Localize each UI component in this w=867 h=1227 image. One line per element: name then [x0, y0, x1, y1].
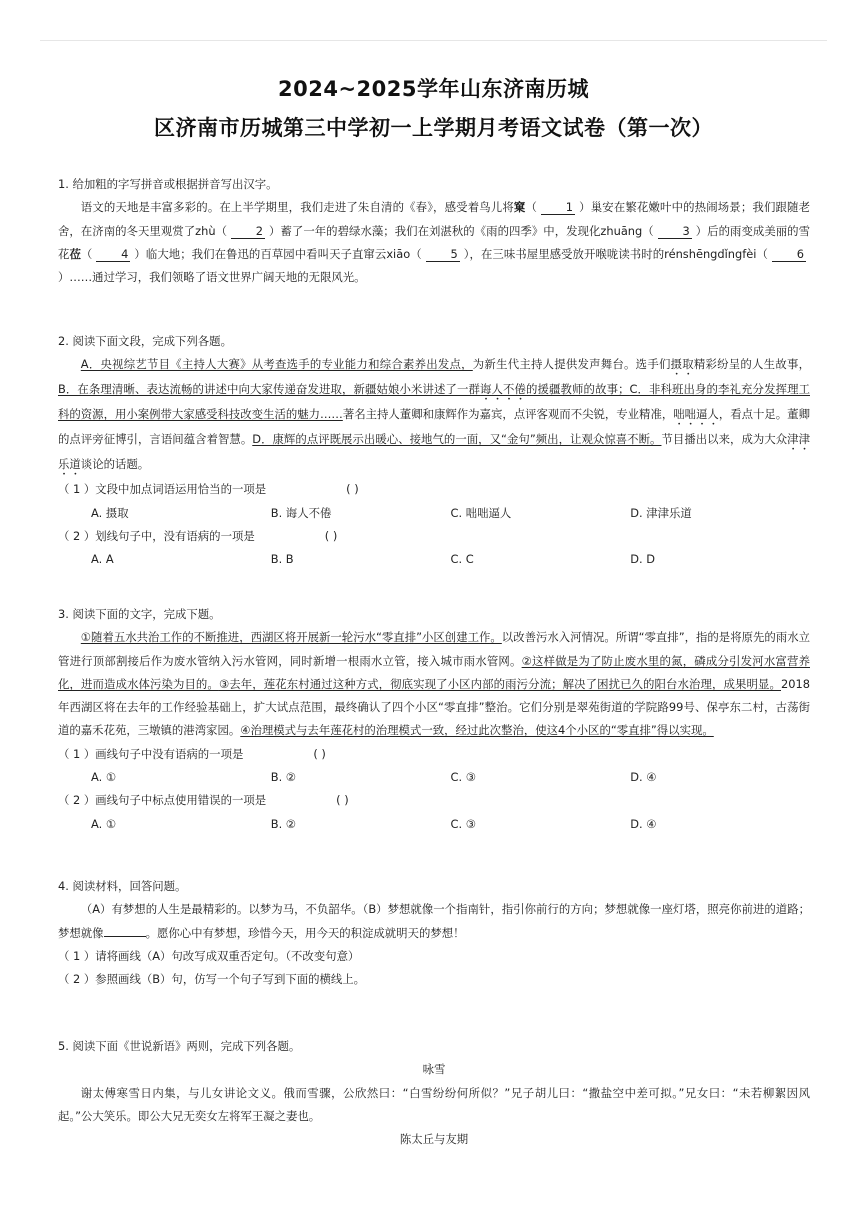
- question-2-sub1: （ 1 ）文段中加点词语运用恰当的一项是 ( ): [58, 482, 359, 497]
- header-divider: [40, 40, 827, 41]
- option-a[interactable]: A. ①: [91, 770, 117, 785]
- page-title-line2: 区济南市历城第三中学初一上学期月考语文试卷（第一次）: [154, 116, 713, 140]
- sentence-2: ②这样做是为了防止废水里的氮，磷成分引发河水富营养化，进而造成水体污染为目的。: [58, 653, 810, 691]
- question-4-stem: 4. 阅读材料，回答问题。: [58, 879, 187, 893]
- question-3-sub1-options: [58, 766, 810, 789]
- sentence-4: ④治理模式与去年莲花村的治理模式一致，经过此次整治，使这4个小区的“零直排”得以实现。: [240, 723, 714, 738]
- option-a[interactable]: A. 摄取: [91, 505, 129, 520]
- question-3-stem: 3. 阅读下面的文字，完成下题。: [58, 607, 221, 621]
- answer-paren[interactable]: ( ): [336, 793, 349, 808]
- option-d[interactable]: D. 津津乐道: [630, 505, 692, 520]
- question-2-passage: A．央视综艺节目《主持人大赛》从考查选手的专业能力和综合素养出发点，为新生代主持人提供发声舞台。选手们摄取精彩纷呈的人生故事，B．在条理清晰、表达流畅的讲述中向大家传递奋发进取，新疆姑娘小米讲述了一群诲人不倦的援疆教师的故事；C．非科班出身的李礼充分发挥理工科的资源，用小案例带大家感受科技改变生活的魅力……著名主持人董卿和康辉作为嘉宾，点评客观而不尖锐，专业精准，咄咄逼人，看点十足。董卿的点评旁征博引，言语间蕴含着智慧。D．康辉的点评既展示出暖心、接地气的一面，又“金句”频出，让观众惊喜不断。节目播出以来，成为大众津津乐道谈论的话题。: [58, 357, 810, 472]
- sentence-1: ①随着五水共治工作的不断推进，西湖区将开展新一轮污水“零直排”小区创建工作。: [80, 630, 502, 645]
- question-1-stem: 1. 给加粗的字写拼音或根据拼音写出汉字。: [58, 177, 278, 191]
- question-5-stem: 5. 阅读下面《世说新语》两则，完成下列各题。: [58, 1039, 301, 1053]
- option-b[interactable]: B. B: [270, 552, 294, 567]
- passage-1: 谢太傅寒雪日内集，与儿女讲论文义。俄而雪骤，公欣然曰：“白雪纷纷何所似？”兄子胡儿曰：“撒盐空中差可拟。”兄女曰：“未若柳絮因风起。”公大笑乐。即公大兄无奕女左将军王凝之妻也。: [58, 1085, 810, 1123]
- option-c[interactable]: C. ③: [450, 770, 476, 785]
- option-d[interactable]: D. ④: [630, 816, 657, 831]
- question-2-sub2: （ 2 ）划线句子中，没有语病的一项是 ( ): [58, 528, 338, 543]
- bold-word-1: 窠: [513, 200, 526, 215]
- sentence-a: A．央视综艺节目《主持人大赛》从考查选手的专业能力和综合素养出发点，: [80, 357, 473, 372]
- answer-blank-6[interactable]: 6: [772, 247, 806, 262]
- sentence-d: D．康辉的点评既展示出暖心、接地气的一面，又“金句”频出，让观众惊喜不断。: [252, 432, 662, 447]
- sentence-b: B．在条理清晰、表达流畅的讲述中向大家传递奋发进取，新疆姑娘小米讲述了一群诲人不倦的援疆教师的故事；: [58, 382, 630, 397]
- question-4-sub1: （ 1 ）请将画线（A）句改写成双重否定句。（不改变句意）: [58, 948, 360, 963]
- sentence-c: C．非科班出身的李礼充分发挥理工科的资源，用小案例带大家感受科技改变生活的魅力……: [58, 382, 810, 422]
- option-b[interactable]: B. 诲人不倦: [270, 505, 332, 520]
- answer-blank-5[interactable]: 5: [426, 247, 460, 262]
- option-b[interactable]: B. ②: [270, 770, 297, 785]
- question-4-sub2: （ 2 ）参照画线（B）句，仿写一个句子写到下面的横线上。: [58, 972, 366, 987]
- question-2-stem: 2. 阅读下面文段，完成下列各题。: [58, 334, 232, 348]
- passage-title-2: 陈太丘与友期: [399, 1132, 469, 1147]
- fill-blank-line[interactable]: [104, 936, 146, 937]
- answer-blank-2[interactable]: 2: [231, 224, 265, 239]
- question-5: [58, 1035, 810, 1151]
- answer-paren[interactable]: ( ): [324, 528, 338, 543]
- question-3: [58, 603, 810, 836]
- dotted-word-a: 摄取: [670, 357, 694, 372]
- answer-blank-1[interactable]: 1: [541, 200, 575, 215]
- question-4-passage: （A）有梦想的人生是最精彩的。以梦为马，不负韶华。（B）梦想就像一个指南针，指引你前行的方向；梦想就像一座灯塔，照亮你前进的道路；梦想就像 。愿你心中有梦想，珍惜今天，用今天的积淀成就明天的梦想！: [58, 902, 810, 940]
- option-a[interactable]: A. ①: [91, 816, 117, 831]
- dotted-word-c: 咄咄逼人: [673, 407, 719, 422]
- question-1-passage: 语文的天地是丰富多彩的。在上半学期里，我们走进了朱自清的《春》，感受着鸟儿将窠（ 1 ）巢安在繁花嫩叶中的热闹场景；我们跟随老舍，在济南的冬天里观赏了zhù（ 2 ）蓄了一年的碧绿水藻；我们在刘湛秋的《雨的四季》中，发现化zhuāng（ 3 ）后的雨变成美丽的雪花莅（ 4 ）临大地；我们在鲁迅的百草园中看叫天子直窜云xiāo（ 5 ），在三味书屋里感受放开喉咙读书时的rénshēngdǐngfèi（ 6）……通过学习，我们领略了语文世界广阔天地的无限风光。: [58, 200, 810, 285]
- option-d[interactable]: D. ④: [630, 770, 657, 785]
- option-c[interactable]: C. 咄咄逼人: [450, 505, 512, 520]
- bold-word-4: 莅: [69, 246, 81, 261]
- dotted-word-b: 诲人不倦: [480, 382, 527, 397]
- option-c[interactable]: C. ③: [450, 816, 476, 831]
- passage-title-1: 咏雪: [422, 1062, 446, 1077]
- question-2: [58, 330, 810, 571]
- answer-paren[interactable]: ( ): [313, 746, 326, 761]
- answer-blank-3[interactable]: 3: [658, 224, 692, 239]
- answer-paren[interactable]: ( ): [346, 482, 359, 497]
- question-4: [58, 875, 810, 991]
- option-a[interactable]: A. A: [91, 552, 114, 567]
- dotted-word-d: 津津乐道: [58, 432, 810, 472]
- question-1: [58, 173, 810, 289]
- sentence-3: ③去年，莲花东村通过这种方式，彻底实现了小区内部的雨污分流；解决了困扰已久的阳台水治理，成果明显。: [218, 676, 781, 691]
- answer-blank-4[interactable]: 4: [96, 247, 130, 262]
- option-b[interactable]: B. ②: [270, 816, 297, 831]
- question-3-passage: ①随着五水共治工作的不断推进，西湖区将开展新一轮污水“零直排”小区创建工作。以改善污水入河情况。所谓“零直排”，指的是将原先的雨水立管进行顶部割接后作为废水管纳入污水管网，同时新增一根雨水立管，接入城市雨水管网。②这样做是为了防止废水里的氮，磷成分引发河水富营养化，进而造成水体污染为目的。③去年，莲花东村通过这种方式，彻底实现了小区内部的雨污分流；解决了困扰已久的阳台水治理，成果明显。2018年西湖区将在去年的工作经验基础上，扩大试点范围，最终确认了四个小区“零直排”整治。它们分别是翠苑街道的学院路99号、保亭东二村，古荡街道的嘉禾花苑，三墩镇的港湾家园。④治理模式与去年莲花村的治理模式一致，经过此次整治，使这4个小区的“零直排”得以实现。: [58, 630, 810, 738]
- question-3-sub1: （ 1 ）画线句子中没有语病的一项是 ( ): [58, 746, 326, 761]
- option-d[interactable]: D. D: [630, 552, 656, 567]
- question-3-sub2: （ 2 ）画线句子中标点使用错误的一项是 ( ): [58, 793, 349, 808]
- question-3-sub2-options: [58, 813, 810, 836]
- question-2-sub2-options: [58, 548, 810, 571]
- question-2-sub1-options: [58, 502, 810, 525]
- option-c[interactable]: C. C: [450, 552, 474, 567]
- page-title-line1: 2024~2025学年山东济南历城: [278, 77, 589, 101]
